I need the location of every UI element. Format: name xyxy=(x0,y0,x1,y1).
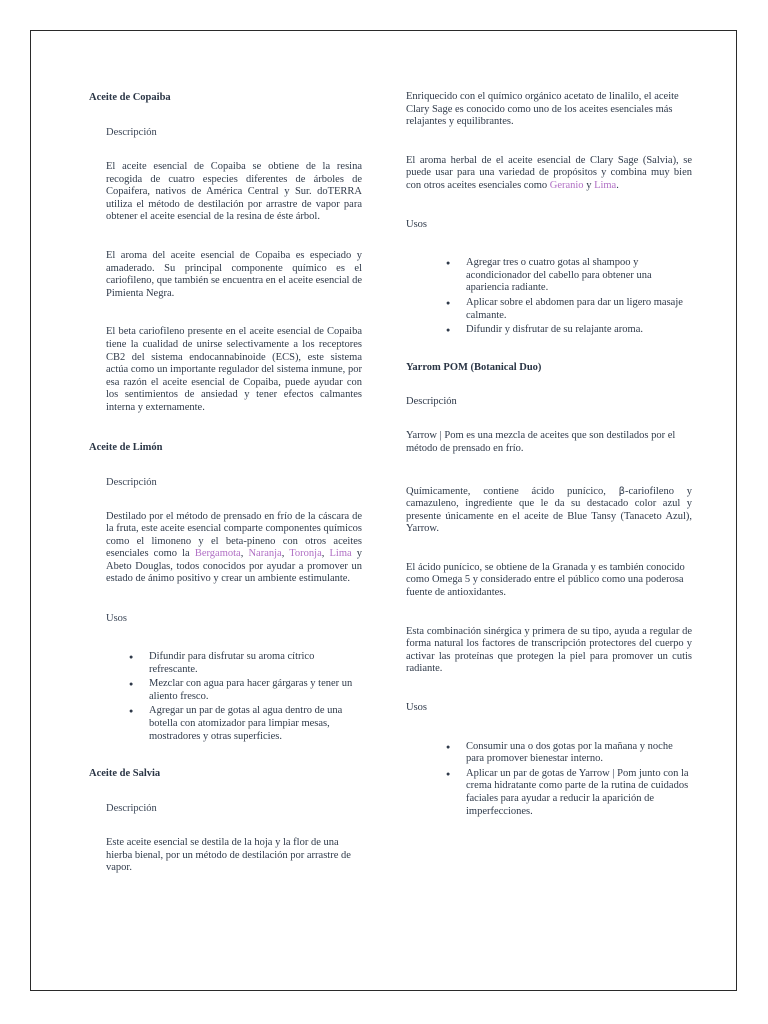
copaiba-paragraph-2: El aroma del aceite esencial de Copaiba es especiado y amaderado. Su principal componente químico es el cariofileno, que también se encuentra en el aceite esencial de Pimienta Negra. xyxy=(106,249,362,299)
list-item: ● Agregar un par de gotas al agua dentro de una botella con atomizador para limpiar mesas, mostradores y otras superficies. xyxy=(89,705,362,743)
copaiba-paragraph-3: El beta cariofileno presente en el aceite esencial de Copaiba tiene la cualidad de unirse selectivamente a los receptores CB2 del sistema endocannabinoide (ECS), este sistema actúa como un importante regulador del sistema inmune, por esa razón el aceite esencial de Copaiba, puede ayudar con los sentimientos de ansiedad y tener efectos calmantes interna y externamente. xyxy=(106,326,362,413)
yarrow-paragraph-1: Yarrow | Pom es una mezcla de aceites que son destilados por el método de prensado en frío. xyxy=(406,430,676,454)
heading-limon: Aceite de Limón xyxy=(89,441,163,453)
salvia-paragraph-1: Este aceite esencial se destila de la hoja y la flor de una hierba bienal, por un método de destilación por arrastre de vapor. xyxy=(106,837,351,874)
copaiba-paragraph-1: El aceite esencial de Copaiba se obtiene de la resina recogida de cuatro especies diferentes de árboles de Copaifera, nativos de América Central y Sur. doTERRA utiliza el método de destilación por arrastre de vapor para obtener el aceite esencial de la resina de éste árbol. xyxy=(106,161,362,223)
link-lima[interactable]: Lima xyxy=(329,548,352,560)
link-naranja[interactable]: Naranja xyxy=(248,548,282,560)
link-toronja[interactable]: Toronja xyxy=(289,548,322,560)
list-item: ● Aplicar sobre el abdomen para dar un ligero masaje calmante. xyxy=(406,297,692,322)
left-column xyxy=(89,91,362,875)
limon-uses-list xyxy=(89,651,362,743)
salvia-uses-label: Usos xyxy=(406,218,428,230)
heading-salvia: Aceite de Salvia xyxy=(89,768,161,780)
yarrow-paragraph-3: El ácido punícico, se obtiene de la Granada y es también conocido como Omega 5 y considerado entre el público como una poderosa fuente de antioxidantes. xyxy=(406,561,685,599)
yarrow-paragraph-4: Esta combinación sinérgica y primera de su tipo, ayuda a regular de forma natural los factores de transcripción protectores del cuerpo y activar las proteínas que protegen la piel para promover un cutis radiante. xyxy=(406,625,692,675)
yarrow-paragraph-2: Químicamente, contiene ácido punícico, β-cariofileno y camazuleno, ingrediente que le da su destacado color azul y presente únicamente en el aceite de Blue Tansy (Tanaceto Azul), Yarrow. xyxy=(406,485,692,535)
list-item: ● Mezclar con agua para hacer gárgaras y tener un aliento fresco. xyxy=(89,678,362,703)
list-item: ● Aplicar un par de gotas de Yarrow | Pom junto con la crema hidratante como parte de la rutina de cuidados faciales para ayudar a reducir la aparición de imperfecciones. xyxy=(406,768,692,818)
heading-copaiba: Aceite de Copaiba xyxy=(89,92,171,103)
list-item: ● Difundir y disfrutar de su relajante aroma. xyxy=(406,324,692,337)
limon-uses-label: Usos xyxy=(106,613,128,625)
link-geranio[interactable]: Geranio xyxy=(549,179,584,191)
salvia-desc-label: Descripción xyxy=(106,803,157,815)
right-column xyxy=(406,91,692,820)
limon-desc-label: Descripción xyxy=(106,476,157,488)
salvia-paragraph-3: El aroma herbal de el aceite esencial de Clary Sage (Salvia), se puede usar para una variedad de propósitos y combina muy bien con otros aceites esenciales como Geranio y Lima. xyxy=(406,154,692,191)
list-item: ● Difundir para disfrutar su aroma cítrico refrescante. xyxy=(89,651,362,676)
yarrow-desc-label: Descripción xyxy=(406,395,457,407)
yarrow-uses-list xyxy=(406,741,692,819)
limon-paragraph-1: Destilado por el método de prensado en frío de la cáscara de la fruta, este aceite esencial comparte componentes químicos como el limoneno y el beta-pineno con otros aceites esenciales como la Bergamota, Naranja, Toronja, Lima y Abeto Douglas, todos conocidos por ayudar a promover un estado de ánimo positivo y crear un ambiente estimulante. xyxy=(106,510,363,585)
copaiba-desc-label: Descripción xyxy=(106,127,157,138)
heading-yarrow: Yarrom POM (Botanical Duo) xyxy=(406,361,542,373)
yarrow-uses-label: Usos xyxy=(406,702,428,714)
list-item: ● Agregar tres o cuatro gotas al shampoo y acondicionador del cabello para obtener una apariencia radiante. xyxy=(406,257,692,295)
salvia-uses-list xyxy=(406,257,692,337)
list-item: ● Consumir una o dos gotas por la mañana y noche para promover bienestar interno. xyxy=(406,741,692,766)
link-lima-salvia[interactable]: Lima xyxy=(594,179,617,191)
salvia-paragraph-2: Enriquecido con el químico orgánico acetato de linalilo, el aceite Clary Sage es conocido como uno de los aceites esenciales más relajantes y equilibrantes. xyxy=(406,91,679,128)
link-bergamota[interactable]: Bergamota xyxy=(194,548,241,560)
document-page xyxy=(30,30,737,991)
